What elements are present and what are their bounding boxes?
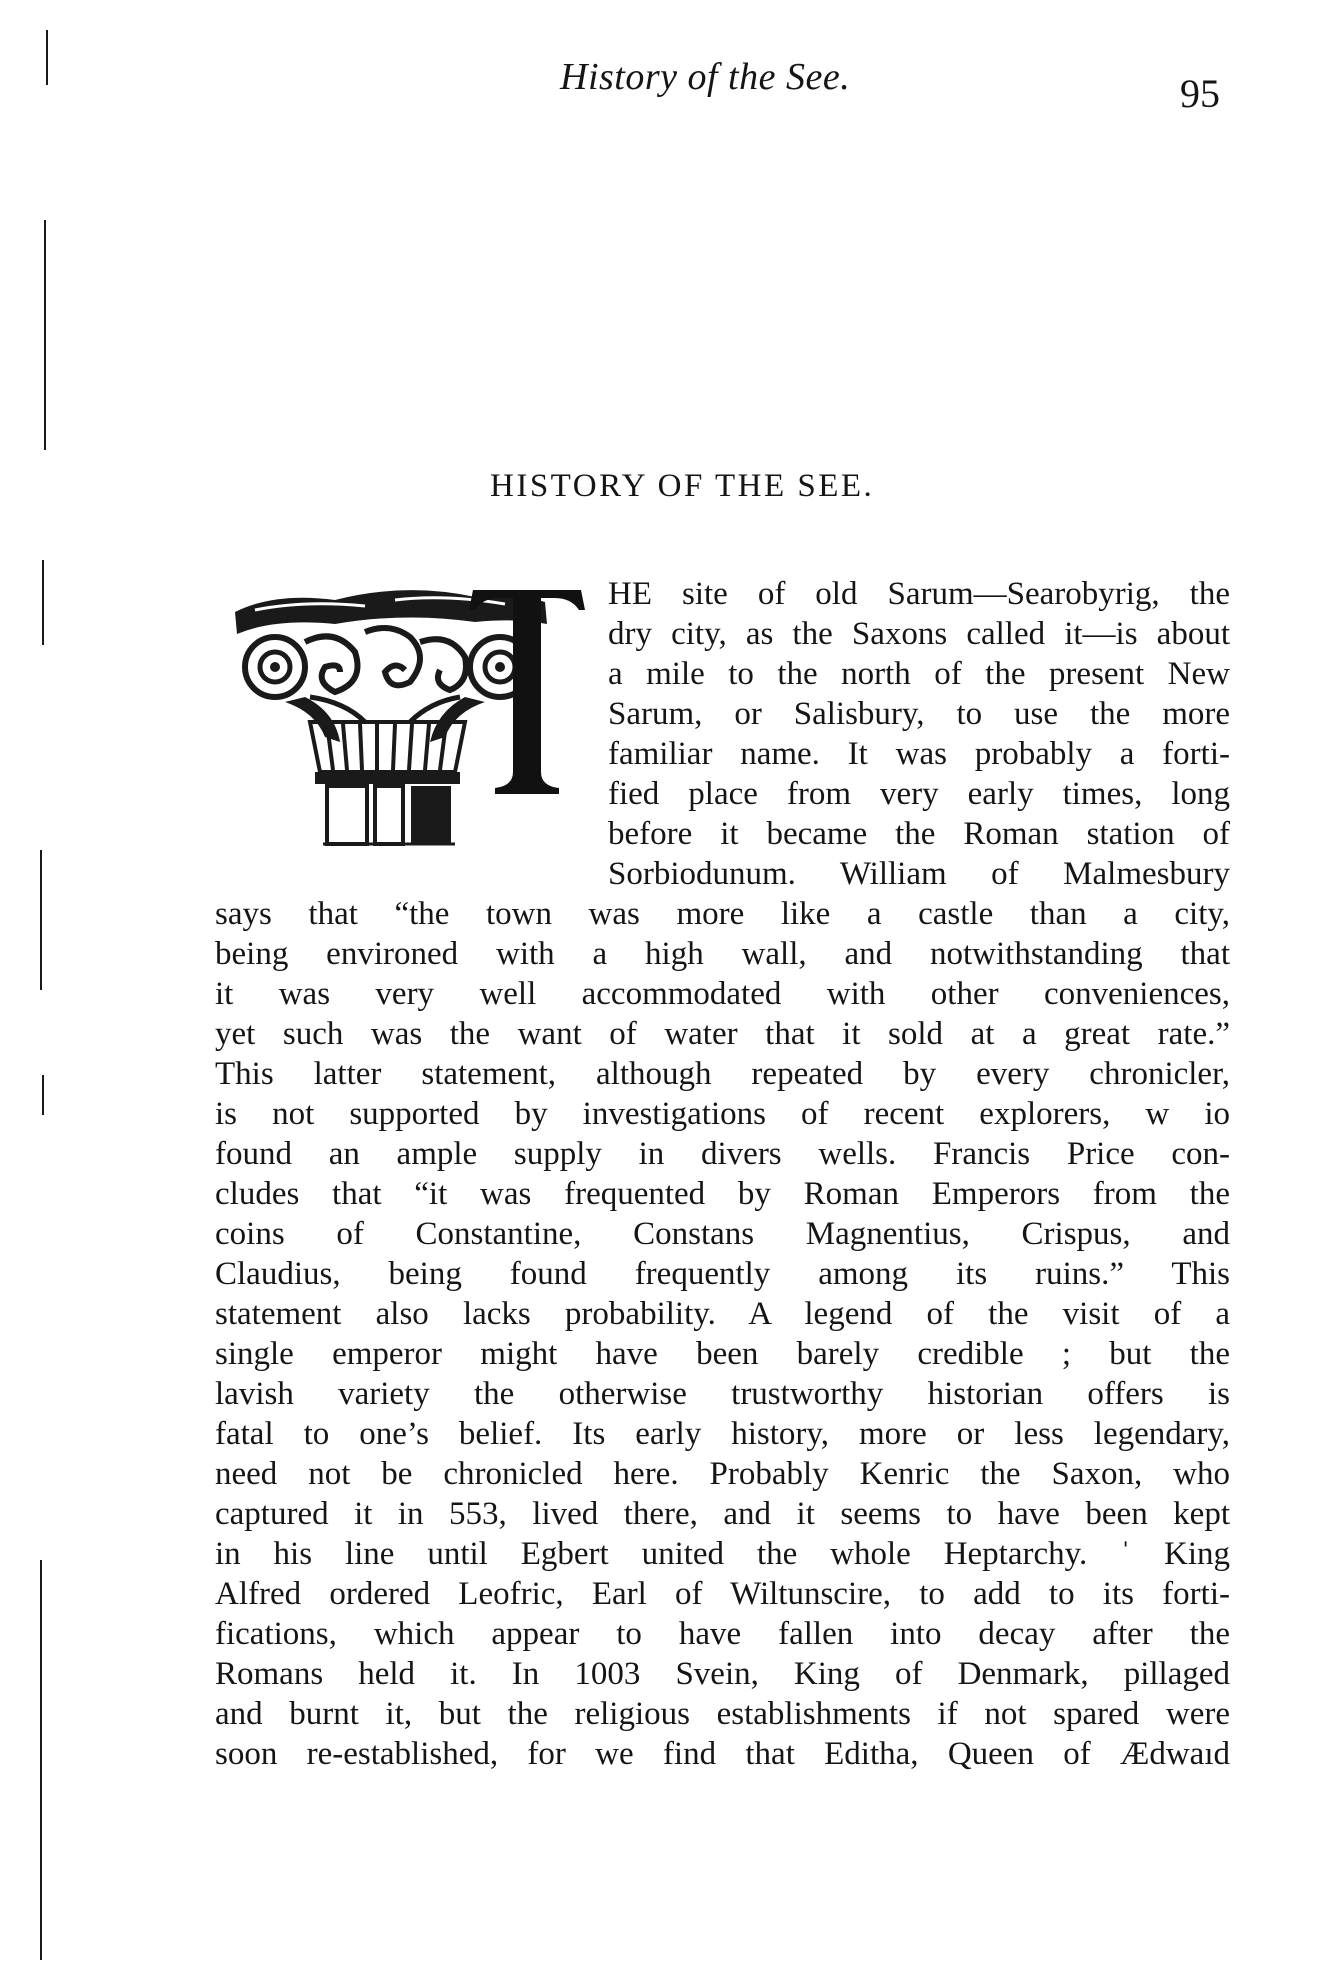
body-text-line: is not supported by investigations of recent explorers, w io xyxy=(215,1096,1230,1132)
section-heading: HISTORY OF THE SEE. xyxy=(490,468,875,504)
body-text-line: This latter statement, although repeated by every chronicler, xyxy=(215,1056,1230,1092)
body-text-line: Alfred ordered Leofric, Earl of Wiltunscire, to add to its forti- xyxy=(215,1576,1230,1612)
body-text-line: coins of Constantine, Constans Magnentius, Crispus, and xyxy=(215,1216,1230,1252)
binding-edge-mark xyxy=(42,560,44,645)
binding-edge-mark xyxy=(40,850,42,990)
page-number: 95 xyxy=(1180,71,1220,116)
body-text-line: single emperor might have been barely credible ; but the xyxy=(215,1336,1230,1372)
binding-edge-mark xyxy=(44,220,46,450)
body-text-line: says that “the town was more like a castle than a city, xyxy=(215,896,1230,932)
body-text-line: need not be chronicled here. Probably Kenric the Saxon, who xyxy=(215,1456,1230,1492)
body-text-line: statement also lacks probability. A legend of the visit of a xyxy=(215,1296,1230,1332)
body-text-line: a mile to the north of the present New xyxy=(608,656,1230,692)
binding-edge-mark xyxy=(42,1075,44,1115)
body-text-line: fications, which appear to have fallen into decay after the xyxy=(215,1616,1230,1652)
running-title: History of the See. xyxy=(560,56,851,98)
body-text-line: lavish variety the otherwise trustworthy historian offers is xyxy=(215,1376,1230,1412)
body-text-line: yet such was the want of water that it sold at a great rate.” xyxy=(215,1016,1230,1052)
body-text-line: cludes that “it was frequented by Roman Emperors from the xyxy=(215,1176,1230,1212)
body-text-line: familiar name. It was probably a forti- xyxy=(608,736,1230,772)
body-text-line: soon re-established, for we find that Editha, Queen of Ædwaıd xyxy=(215,1736,1230,1772)
body-text-line: captured it in 553, lived there, and it seems to have been kept xyxy=(215,1496,1230,1532)
body-text-line: before it became the Roman station of xyxy=(608,816,1230,852)
body-text-line: Sarum, or Salisbury, to use the more xyxy=(608,696,1230,732)
body-text-line: Sorbiodunum. William of Malmesbury xyxy=(608,856,1230,892)
body-text-line: it was very well accommodated with other conveniences, xyxy=(215,976,1230,1012)
body-text-line: found an ample supply in divers wells. Francis Price con- xyxy=(215,1136,1230,1172)
body-text-line: Romans held it. In 1003 Svein, King of Denmark, pillaged xyxy=(215,1656,1230,1692)
body-text-line: being environed with a high wall, and notwithstanding that xyxy=(215,936,1230,972)
body-text-line: Claudius, being found frequently among its ruins.” This xyxy=(215,1256,1230,1292)
drop-cap-ornament xyxy=(215,572,585,852)
binding-edge-mark xyxy=(46,30,48,85)
body-text-line: dry city, as the Saxons called it—is about xyxy=(608,616,1230,652)
body-text-line: fatal to one’s belief. Its early history, more or less legendary, xyxy=(215,1416,1230,1452)
body-text-line: in his line until Egbert united the whole Heptarchy. ˈ King xyxy=(215,1536,1230,1572)
body-text-line: fied place from very early times, long xyxy=(608,776,1230,812)
body-text-line: HE site of old Sarum—Searobyrig, the xyxy=(608,576,1230,612)
binding-edge-mark xyxy=(40,1560,42,1960)
body-text-line: and burnt it, but the religious establishments if not spared were xyxy=(215,1696,1230,1732)
